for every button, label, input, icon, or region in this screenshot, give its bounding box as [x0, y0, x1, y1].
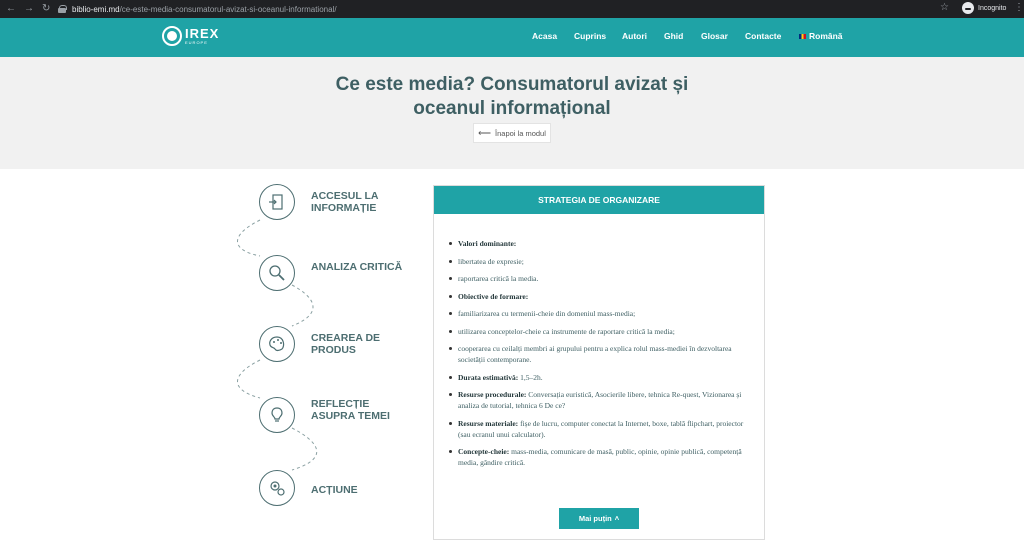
arrow-left-icon: ⟵ [478, 127, 492, 138]
step-label-reflection[interactable]: REFLECȚIE ASUPRA TEMEI [311, 398, 390, 422]
nav-glosar[interactable]: Glosar [701, 31, 728, 41]
reload-icon[interactable]: ↻ [42, 3, 51, 14]
show-less-button[interactable] [559, 508, 639, 529]
step-label-product[interactable]: CREAREA DE PRODUS [311, 332, 381, 356]
nav-ghid[interactable]: Ghid [664, 31, 684, 41]
show-less-label: Mai puțin [578, 514, 612, 523]
romania-flag-icon [799, 34, 806, 39]
door-icon[interactable] [259, 184, 295, 220]
logo-text: IREX [185, 25, 220, 41]
bookmark-star-icon[interactable]: ☆ [940, 2, 949, 13]
url-path: /ce-este-media-consumatorul-avizat-si-oceanul-informational/ [119, 4, 337, 14]
list-item: libertatea de expresie; [448, 256, 754, 267]
list-item: Obiective de formare: [448, 291, 754, 302]
page-hero [0, 57, 1024, 169]
browser-toolbar [0, 0, 1024, 18]
learning-steps [230, 170, 430, 540]
incognito-label: Incognito [978, 4, 1007, 12]
back-arrow-icon[interactable]: ← [6, 3, 16, 14]
page-title: Ce este media? Consumatorul avizat și oceanul informațional [335, 74, 689, 119]
card-title: STRATEGIA DE ORGANIZARE [434, 186, 764, 214]
irex-logo[interactable] [162, 26, 219, 46]
list-item: familiarizarea cu termenii-cheie din domeniul mass-media; [448, 308, 754, 319]
language-switcher[interactable] [799, 31, 843, 41]
logo-mark-icon [162, 26, 182, 46]
incognito-icon [962, 2, 974, 14]
lightbulb-icon[interactable] [259, 397, 295, 433]
list-item: Durata estimativă: 1,5–2h. [448, 372, 754, 383]
step-label-analysis[interactable]: ANALIZA CRITICĂ [311, 261, 403, 273]
back-to-module-label: Înapoi la modul [495, 128, 546, 138]
nav-contacte[interactable]: Contacte [745, 31, 782, 41]
chevron-up-icon: ˄ [614, 514, 620, 523]
site-header [0, 18, 1024, 57]
nav-cuprins[interactable]: Cuprins [574, 31, 607, 41]
step-label-action[interactable]: ACȚIUNE [311, 484, 358, 496]
list-item: utilizarea conceptelor-cheie ca instrumente de raportare critică la media; [448, 326, 754, 337]
forward-arrow-icon[interactable]: → [24, 3, 34, 14]
nav-autori[interactable]: Autori [622, 31, 648, 41]
list-item: cooperarea cu ceilalți membri ai grupului pentru a explica rolul mass-mediei în dezvoltarea societății contemporane. [448, 343, 754, 365]
list-item: Concepte-cheie: mass-media, comunicare de masă, public, opinie, opinie publică, competență media, gândire critică. [448, 446, 754, 468]
url-host: biblio-emi.md [72, 4, 120, 14]
logo-subtext: EUROPE [185, 39, 208, 45]
incognito-badge[interactable] [962, 2, 1006, 14]
gears-icon[interactable] [259, 470, 295, 506]
language-label: Română [809, 31, 843, 41]
lock-icon [58, 5, 66, 13]
magnifier-icon[interactable] [259, 255, 295, 291]
nav-acasa[interactable]: Acasa [532, 31, 558, 41]
list-item: Valori dominante: [448, 238, 754, 249]
list-item: raportarea critică la media. [448, 273, 754, 284]
step-label-access[interactable]: ACCESUL LA INFORMAȚIE [311, 190, 379, 214]
list-item: Resurse materiale: fișe de lucru, computer conectat la Internet, boxe, tablă flipchart, proiector (sau ecranul unui calculator). [448, 418, 754, 440]
list-item: Resurse procedurale: Conversația euristică, Asocierile libere, tehnica Re-quest, Vizionarea și analiza de tutorial, tehnica 6 De ce? [448, 389, 754, 411]
strategy-card [433, 185, 765, 540]
browser-menu-icon[interactable]: ⋮ [1014, 2, 1024, 13]
palette-icon[interactable] [259, 326, 295, 362]
back-to-module-button[interactable] [473, 123, 551, 143]
address-bar[interactable] [58, 2, 938, 16]
strategy-list [448, 238, 754, 475]
